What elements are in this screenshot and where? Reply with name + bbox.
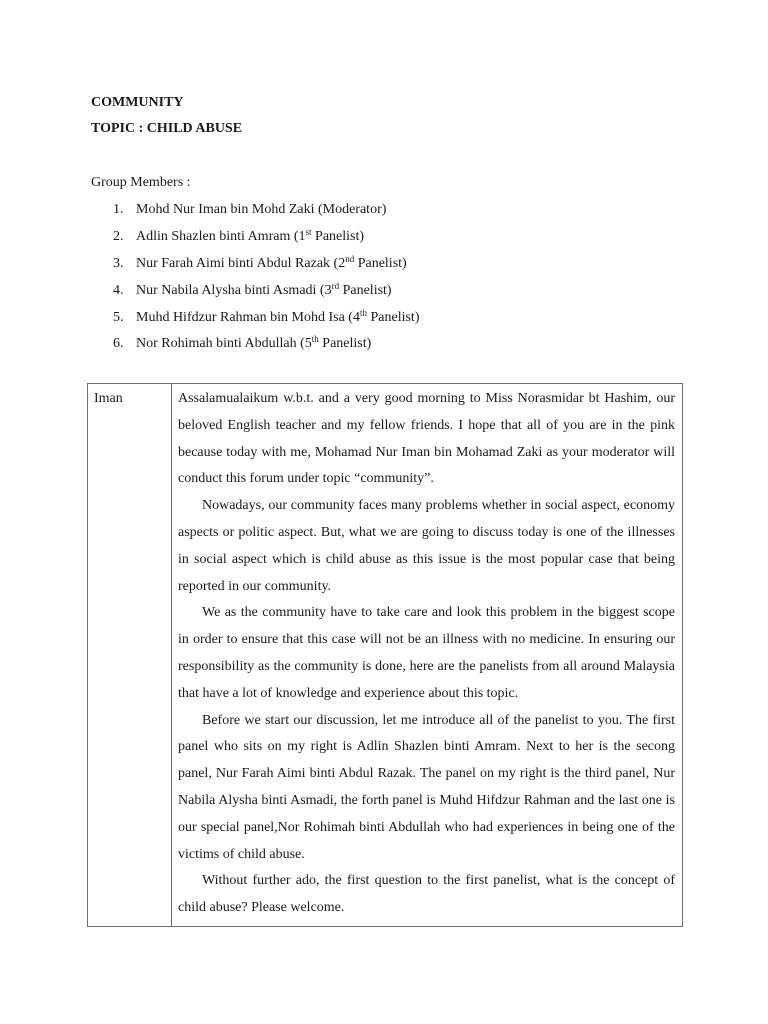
forum-script-table: [87, 383, 683, 927]
speaker-cell: Iman: [88, 384, 172, 927]
speech-paragraph: Without further ado, the first question to the first panelist, what is the concept of child abuse? Please welcome.: [178, 873, 675, 916]
group-member-item: 6. Nor Rohimah binti Abdullah (5th Panelist): [113, 334, 372, 351]
document-title: COMMUNITY: [91, 95, 184, 110]
group-member-item: 3. Nur Farah Aimi binti Abdul Razak (2nd Panelist): [113, 254, 407, 271]
speech-cell: [172, 384, 683, 927]
group-member-item: 4. Nur Nabila Alysha binti Asmadi (3rd Panelist): [113, 281, 392, 298]
speech-paragraph: Nowadays, our community faces many problems whether in social aspect, economy aspects or politic aspect. But, what we are going to discuss today is one of the illnesses in social aspect which is child abuse as this issue is the most popular case that being reported in our community.: [178, 498, 675, 594]
group-member-item: 1. Mohd Nur Iman bin Mohd Zaki (Moderator): [113, 202, 387, 217]
topic-heading: TOPIC : CHILD ABUSE: [91, 121, 243, 136]
group-members-label: Group Members :: [91, 175, 191, 190]
group-member-item: 2. Adlin Shazlen binti Amram (1st Panelist): [113, 227, 365, 244]
table-row: [88, 384, 683, 927]
speech-paragraph: Before we start our discussion, let me introduce all of the panelist to you. The first panel who sits on my right is Adlin Shazlen binti Amram. Next to her is the secong panel, Nur Farah Aimi binti Abdul Razak. The panel on my right is the third panel, Nur Nabila Alysha binti Asmadi, the forth panel is Muhd Hifdzur Rahman and the last one is our special panel,Nor Rohimah binti Abdullah who had experiences in being one of the victims of child abuse.: [178, 712, 675, 862]
speech-paragraph: Assalamualaikum w.b.t. and a very good morning to Miss Norasmidar bt Hashim, our beloved English teacher and my fellow friends. I hope that all of you are in the pink because today with me, Mohamad Nur Iman bin Mohamad Zaki as your moderator will conduct this forum under topic “community”.: [178, 391, 675, 487]
group-member-item: 5. Muhd Hifdzur Rahman bin Mohd Isa (4th Panelist): [113, 308, 420, 325]
speech-paragraph: We as the community have to take care and look this problem in the biggest scope in order to ensure that this case will not be an illness with no medicine. In ensuring our responsibility as the community is done, here are the panelists from all around Malaysia that have a lot of knowledge and experience about this topic.: [178, 605, 675, 701]
